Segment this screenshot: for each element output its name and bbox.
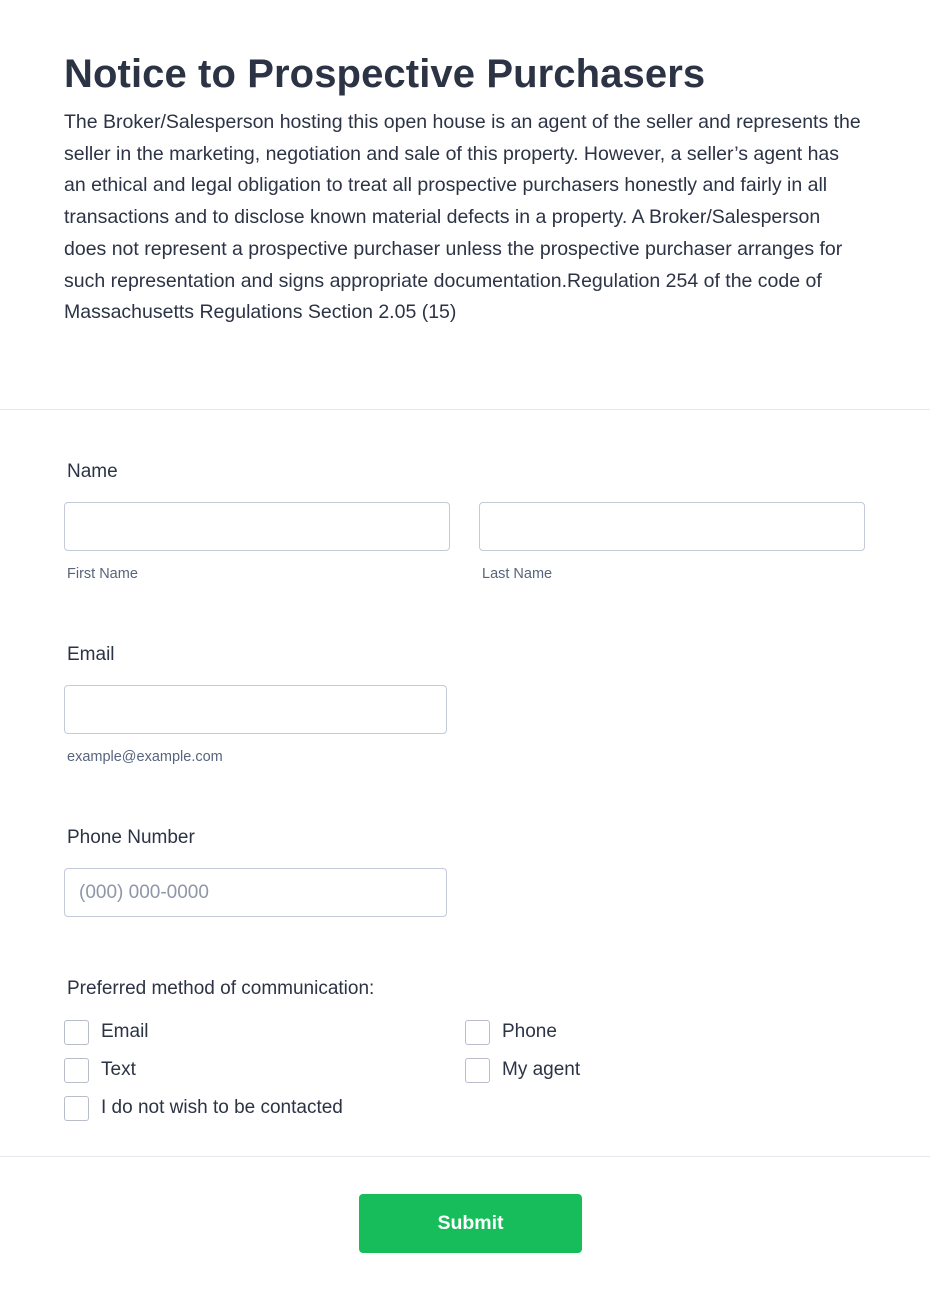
option-phone[interactable] (465, 1019, 557, 1045)
submit-button[interactable]: Submit (359, 1194, 582, 1253)
phone-label: Phone Number (67, 827, 195, 848)
option-text-label: Text (101, 1059, 136, 1080)
first-name-input[interactable] (64, 502, 450, 551)
option-email[interactable] (64, 1019, 149, 1045)
email-checkbox[interactable] (64, 1020, 89, 1045)
last-name-input[interactable] (479, 502, 865, 551)
last-name-sublabel: Last Name (482, 566, 553, 582)
first-name-sublabel: First Name (67, 566, 138, 582)
section-divider (0, 409, 930, 410)
phone-checkbox[interactable] (465, 1020, 490, 1045)
do-not-contact-checkbox[interactable] (64, 1096, 89, 1121)
notice-text: The Broker/Salesperson hosting this open house is an agent of the seller and represents the seller in the marketing, negotiation and sale of this property. However, a seller’s agent has an ethical and legal obligation to treat all prospective purchasers honestly and fairly in all transactions and to disclose known material defects in a property. A Broker/Salesperson does not represent a prospective purchaser unless the prospective purchaser arranges for such representation and signs appropriate documentation.Regulation 254 of the code of Massachusetts Regulations Section 2.05 (15) (64, 111, 861, 324)
option-email-label: Email (101, 1021, 149, 1042)
name-label: Name (67, 461, 118, 482)
email-input[interactable] (64, 685, 447, 734)
page-title: Notice to Prospective Purchasers (64, 52, 706, 96)
email-sublabel: example@example.com (67, 749, 223, 765)
email-label: Email (67, 644, 115, 665)
option-do-not-contact-label: I do not wish to be contacted (101, 1097, 343, 1118)
communication-label: Preferred method of communication: (67, 978, 375, 999)
my-agent-checkbox[interactable] (465, 1058, 490, 1083)
option-text[interactable] (64, 1057, 136, 1083)
option-phone-label: Phone (502, 1021, 557, 1042)
text-checkbox[interactable] (64, 1058, 89, 1083)
option-do-not-contact[interactable] (64, 1095, 343, 1121)
phone-input[interactable] (64, 868, 447, 917)
option-my-agent[interactable] (465, 1057, 580, 1083)
option-my-agent-label: My agent (502, 1059, 581, 1080)
section-divider (0, 1156, 930, 1157)
